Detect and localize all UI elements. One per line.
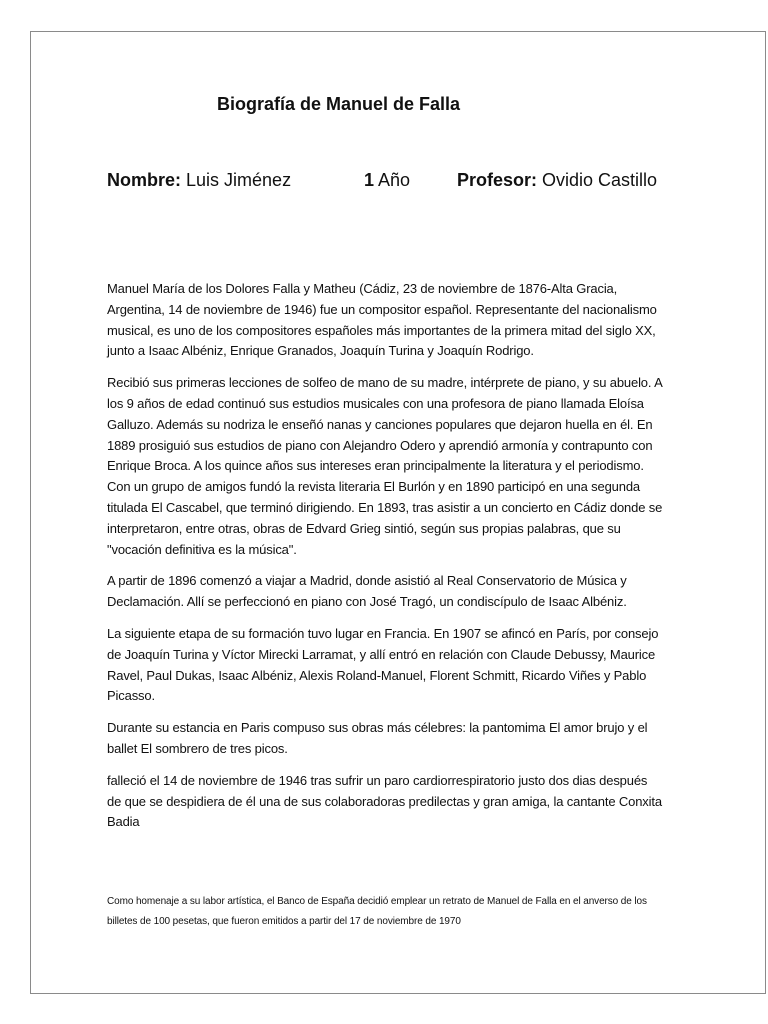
biography-body	[107, 279, 663, 844]
paragraph-early-education: Recibió sus primeras lecciones de solfeo de mano de su madre, intérprete de piano, y su abuelo. A los 9 años de edad continuó sus estudios musicales con una profesora de piano llamada Eloísa Galluzo. Además su nodriza le enseñó nanas y canciones populares que dejaron huella en él. En 1889 prosiguió sus estudios de piano con Alejandro Odero y aprendió armonía y contrapunto con Enrique Broca. A los quince años sus intereses eran principalmente la literatura y el periodismo. Con un grupo de amigos fundó la revista literaria El Burlón y en 1890 participó en una segunda titulada El Cascabel, que terminó dirigiendo. En 1893, tras asistir a un concierto en Cádiz donde se interpretaron, entre otras, obras de Edvard Grieg sintió, según sus propias palabras, que su "vocación definitiva es la música".	[107, 375, 663, 557]
paragraph-intro: Manuel María de los Dolores Falla y Matheu (Cádiz, 23 de noviembre de 1876-Alta Gracia, Argentina, 14 de noviembre de 1946) fue un compositor español. Representante del nacionalismo musical, es uno de los compositores españoles más importantes de la primera mitad del siglo XX, junto a Isaac Albéniz, Enrique Granados, Joaquín Turina y Joaquín Rodrigo.	[107, 281, 657, 359]
teacher-field	[457, 170, 657, 191]
teacher-value: Ovidio Castillo	[537, 170, 658, 190]
paragraph-france: La siguiente etapa de su formación tuvo lugar en Francia. En 1907 se afincó en París, por consejo de Joaquín Turina y Víctor Mirecki Larramat, y allí entró en relación con Claude Debussy, Maurice Ravel, Paul Dukas, Isaac Albéniz, Alexis Roland-Manuel, Florent Schmitt, Ricardo Viñes y Pablo Picasso.	[107, 625, 659, 704]
paragraph-paris-works: Durante su estancia en Paris compuso sus obras más célebres: la pantomima El amor brujo y el ballet El sombrero de tres picos.	[107, 720, 648, 756]
year-label: Año	[374, 170, 411, 190]
student-name-field	[107, 170, 291, 191]
school-year-field	[364, 170, 410, 191]
year-number: 1	[364, 170, 375, 190]
document-page	[30, 31, 766, 994]
paragraph-madrid: A partir de 1896 comenzó a viajar a Madrid, donde asistió al Real Conservatorio de Música y Declamación. Allí se perfeccionó en piano con José Tragó, un condiscípulo de Isaac Albéniz.	[107, 573, 627, 610]
teacher-label: Profesor:	[457, 170, 538, 190]
paragraph-death: falleció el 14 de noviembre de 1946 tras sufrir un paro cardiorrespiratorio justo dos dias después de que se despidiera de él una de sus colaboradoras predilectas y gran amiga, la cantante Conxita Badia	[107, 772, 662, 830]
name-label: Nombre:	[107, 170, 182, 190]
document-title: Biografía de Manuel de Falla	[217, 94, 461, 114]
name-value: Luis Jiménez	[181, 170, 292, 190]
footnote: Como homenaje a su labor artística, el Banco de España decidió emplear un retrato de Manuel de Falla en el anverso de los billetes de 100 pesetas, que fueron emitidos a partir del 17 de noviembre de 1970	[107, 896, 647, 927]
